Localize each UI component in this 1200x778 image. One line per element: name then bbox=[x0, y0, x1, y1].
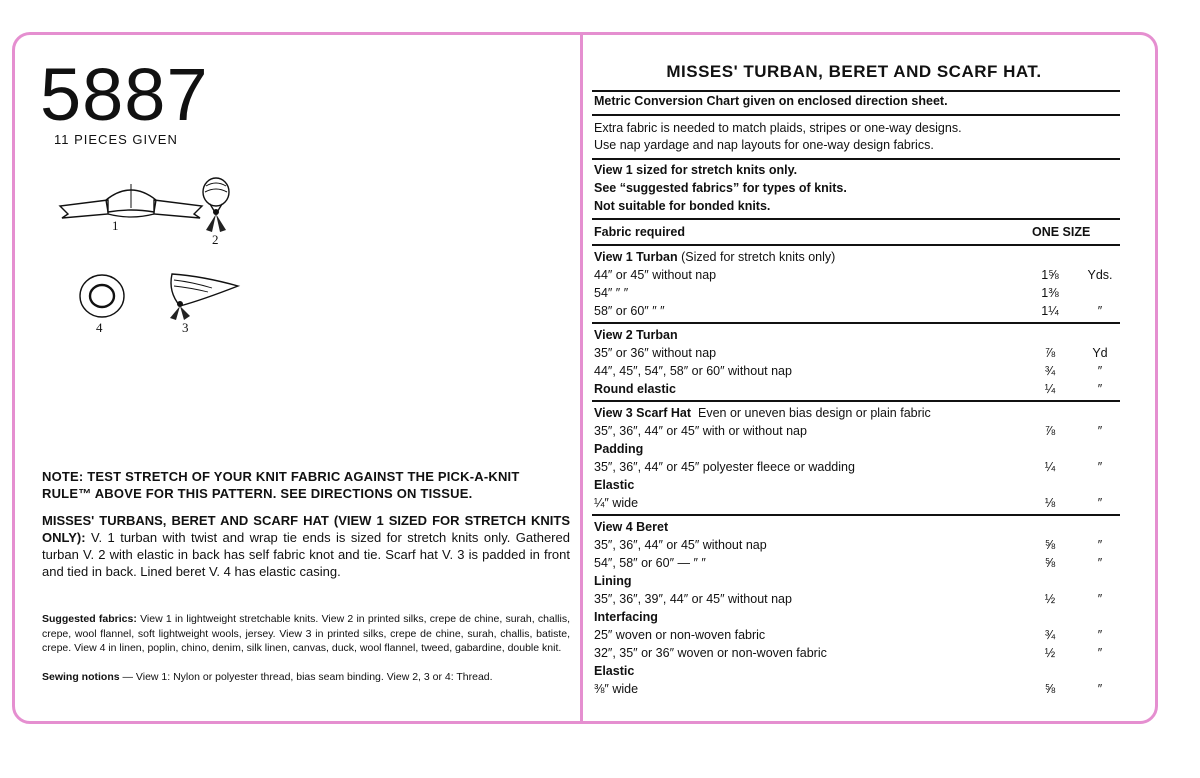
view4-heading: View 4 Beret bbox=[594, 520, 669, 534]
center-divider bbox=[580, 34, 583, 722]
view4-row: 54″, 58″ or 60″ — ″ ″ ⅝ ″ bbox=[594, 556, 1103, 570]
pattern-description bbox=[42, 512, 570, 580]
view-2-turban-illustration bbox=[196, 174, 236, 238]
envelope-title: MISSES' TURBAN, BERET AND SCARF HAT. bbox=[666, 62, 1042, 81]
pieces-count: 11 PIECES GIVEN bbox=[54, 132, 178, 147]
notions-body: — View 1: Nylon or polyester thread, bias seam binding. View 2, 3 or 4: Thread. bbox=[122, 671, 493, 683]
rule bbox=[592, 514, 1120, 516]
view3-row: 35″, 36″, 44″ or 45″ polyester fleece or wadding ¼ ″ bbox=[594, 460, 1103, 474]
suggested-fabrics bbox=[42, 612, 570, 656]
view4-row: 25″ woven or non-woven fabric ¾ ″ bbox=[594, 628, 1103, 642]
view4-interfacing-heading: Interfacing bbox=[594, 610, 658, 624]
view-3-label: 3 bbox=[182, 320, 189, 335]
view3-heading-row bbox=[594, 404, 1120, 422]
rule bbox=[592, 114, 1120, 116]
notions-heading: Sewing notions bbox=[42, 671, 120, 683]
view2-heading-row bbox=[594, 326, 1120, 344]
view1-row: 58″ or 60″ ″ ″ 1¼ ″ bbox=[594, 304, 1103, 318]
view4-row: 32″, 35″ or 36″ woven or non-woven fabric ½ ″ bbox=[594, 646, 1103, 660]
view3-padding-heading: Padding bbox=[594, 442, 644, 456]
metric-chart-note: Metric Conversion Chart given on enclosed direction sheet. bbox=[594, 94, 948, 108]
view4-row: 35″, 36″, 44″ or 45″ without nap ⅝ ″ bbox=[594, 538, 1103, 552]
view1-note-line: View 1 sized for stretch knits only. bbox=[594, 163, 798, 177]
view1-row: 54″ ″ ″ 1⅜ bbox=[594, 286, 1059, 300]
view2-row: 35″ or 36″ without nap ⅞ Yd bbox=[594, 346, 1108, 360]
view3-heading: View 3 Scarf Hat bbox=[594, 406, 692, 420]
view-4-beret-illustration bbox=[76, 270, 136, 322]
rule bbox=[592, 218, 1120, 220]
view3-row: ¼″ wide ⅛ ″ bbox=[594, 496, 1103, 510]
suggested-heading: Suggested fabrics: bbox=[42, 613, 137, 625]
extra-fabric-line: Extra fabric is needed to match plaids, stripes or one-way designs. bbox=[594, 121, 962, 135]
view4-row: 35″, 36″, 39″, 44″ or 45″ without nap ½ ″ bbox=[594, 592, 1103, 606]
view-1-turban-illustration bbox=[56, 178, 206, 234]
view3-elastic-heading: Elastic bbox=[594, 478, 635, 492]
view1-subheading: (Sized for stretch knits only) bbox=[681, 250, 836, 264]
fabric-required-label: Fabric required bbox=[594, 225, 685, 239]
pattern-number: 5887 bbox=[40, 53, 209, 136]
nap-yardage-line: Use nap yardage and nap layouts for one-way design fabrics. bbox=[594, 138, 934, 152]
rule bbox=[592, 322, 1120, 324]
description-body: V. 1 turban with twist and wrap tie ends is sized for stretch knits only. Gathered turban V. 2 with elastic in back has self fabric knot and tie. Scarf hat V. 3 is padded in front and tied in back. Lined beret V. 4 has elastic casing. bbox=[42, 530, 570, 579]
view4-lining-heading: Lining bbox=[594, 574, 632, 588]
rule bbox=[592, 158, 1120, 160]
view1-note-line: See “suggested fabrics” for types of knits. bbox=[594, 181, 847, 195]
view-1-label: 1 bbox=[112, 218, 119, 233]
view2-elastic-row: Round elastic ¼ ″ bbox=[594, 382, 1103, 396]
view-2-label: 2 bbox=[212, 232, 219, 247]
view1-heading-row bbox=[594, 248, 1120, 266]
view-4-label: 4 bbox=[96, 320, 103, 335]
view1-row: 44″ or 45″ without nap 1⅝ Yds. bbox=[594, 268, 1113, 282]
rule bbox=[592, 90, 1120, 92]
left-panel bbox=[20, 40, 574, 716]
view2-row: 44″, 45″, 54″, 58″ or 60″ without nap ¾ ″ bbox=[594, 364, 1103, 378]
view3-row: 35″, 36″, 44″ or 45″ with or without nap ⅞ ″ bbox=[594, 424, 1103, 438]
view4-elastic-heading: Elastic bbox=[594, 664, 635, 678]
fabric-required-header bbox=[594, 223, 1120, 241]
one-size-label: ONE SIZE bbox=[1032, 225, 1091, 239]
view4-row: ⅜″ wide ⅝ ″ bbox=[594, 682, 1103, 696]
view1-heading: View 1 Turban bbox=[594, 250, 678, 264]
stretch-test-note: NOTE: TEST STRETCH OF YOUR KNIT FABRIC AGAINST THE PICK-A-KNIT RULE™ ABOVE FOR THIS PATTERN. SEE DIRECTIONS ON TISSUE. bbox=[42, 469, 520, 501]
rule bbox=[592, 400, 1120, 402]
sewing-notions bbox=[42, 670, 570, 685]
view2-heading: View 2 Turban bbox=[594, 328, 678, 342]
suggested-body: View 1 in lightweight stretchable knits. View 2 in printed silks, crepe de chine, surah, challis, crepe, wool flannel, soft lightweight wools, jersey. View 3 in printed silks, crepe de chine, surah, challis, batiste, crepe. View 4 in linen, poplin, chino, denim, silk linen, canvas, duck, wool flannel, tweed, gabardine, double knit. bbox=[42, 613, 570, 654]
rule bbox=[592, 244, 1120, 246]
description-heading: MISSES' TURBANS, BERET AND SCARF HAT (VIEW 1 SIZED FOR STRETCH KNITS ONLY): bbox=[42, 513, 570, 545]
view-3-scarf-hat-illustration bbox=[162, 266, 242, 326]
view1-note-line: Not suitable for bonded knits. bbox=[594, 199, 771, 213]
right-panel bbox=[588, 40, 1150, 716]
view3-subheading: Even or uneven bias design or plain fabric bbox=[698, 406, 931, 420]
view4-heading-row bbox=[594, 518, 1120, 536]
